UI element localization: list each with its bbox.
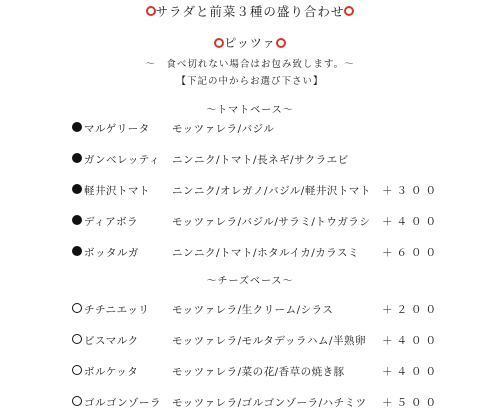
open-circle-icon	[72, 303, 82, 313]
menu-item-name: ビスマルク	[84, 335, 139, 347]
course-title	[0, 2, 500, 20]
menu-item	[0, 333, 500, 347]
red-circle-icon	[344, 6, 354, 16]
menu-item-ingredients: モッツァレラ/バジル	[172, 123, 275, 135]
menu-item-ingredients: モッツァレラ/菜の花/香草の焼き豚	[172, 366, 345, 378]
filled-circle-icon	[72, 246, 82, 256]
menu-item-price: ＋３００	[382, 185, 440, 197]
menu-item-name: マルゲリータ	[84, 123, 150, 135]
filled-circle-icon	[72, 215, 82, 225]
menu-item-name: ゴルゴンゾーラ	[84, 397, 161, 409]
open-circle-icon	[72, 334, 82, 344]
menu-item-name: ボルケッタ	[84, 366, 139, 378]
menu-item	[0, 364, 500, 378]
menu-item-name: ディアボラ	[84, 216, 139, 228]
filled-circle-icon	[72, 184, 82, 194]
menu-item	[0, 152, 500, 166]
menu-item-price: ＋４００	[382, 335, 440, 347]
red-circle-icon	[146, 6, 156, 16]
menu-item-price: ＋４００	[382, 216, 440, 228]
cheese-base-heading: 〜チーズベース〜	[206, 276, 294, 287]
course-title-text: サラダと前菜３種の盛り合わせ	[155, 4, 345, 19]
menu-item	[0, 121, 500, 135]
tomato-base-heading: 〜トマトベース〜	[206, 105, 294, 116]
menu-item-ingredients: モッツァレラ/生クリーム/シラス	[172, 304, 334, 316]
open-circle-icon	[72, 396, 82, 406]
menu-item-price: ＋２００	[382, 304, 440, 316]
menu-item-ingredients: ニンニク/トマト/長ネギ/サクラエビ	[172, 154, 349, 166]
menu-item-name: ボッタルガ	[84, 247, 139, 259]
menu-item-name: ガンベレッティ	[84, 154, 161, 166]
menu-item-price: ＋４００	[382, 366, 440, 378]
menu-item-price: ＋６００	[382, 247, 440, 259]
filled-circle-icon	[72, 122, 82, 132]
menu-item	[0, 214, 500, 228]
menu-item	[0, 183, 500, 197]
menu-item-ingredients: モッツァレラ/モルタデッラハム/半熟卵	[172, 335, 367, 347]
red-circle-icon	[214, 38, 224, 48]
menu-item	[0, 245, 500, 259]
menu-item-name: チチニエッリ	[84, 304, 150, 316]
choose-note: 【下記の中からお選び下さい】	[176, 76, 324, 87]
menu-item-ingredients: ニンニク/オレガノ/バジル/軽井沢トマト	[172, 185, 371, 197]
menu-item-ingredients: ニンニク/トマト/ホタルイカ/カラスミ	[172, 247, 359, 259]
open-circle-icon	[72, 365, 82, 375]
category-title-text: ピッツァ	[224, 36, 276, 50]
menu-item	[0, 395, 500, 409]
category-title	[0, 34, 500, 51]
menu-item-ingredients: モッツァレラ/ゴルゴンゾーラ/ハチミツ	[172, 397, 367, 409]
menu-item	[0, 302, 500, 316]
menu-item-ingredients: モッツァレラ/バジル/サラミ/トウガラシ	[172, 216, 371, 228]
filled-circle-icon	[72, 153, 82, 163]
takeaway-note: 〜 食べ切れない場合はお包み致します。〜	[145, 59, 355, 70]
red-circle-icon	[276, 38, 286, 48]
menu-item-name: 軽井沢トマト	[84, 185, 150, 197]
menu-item-price: ＋５００	[382, 397, 440, 409]
